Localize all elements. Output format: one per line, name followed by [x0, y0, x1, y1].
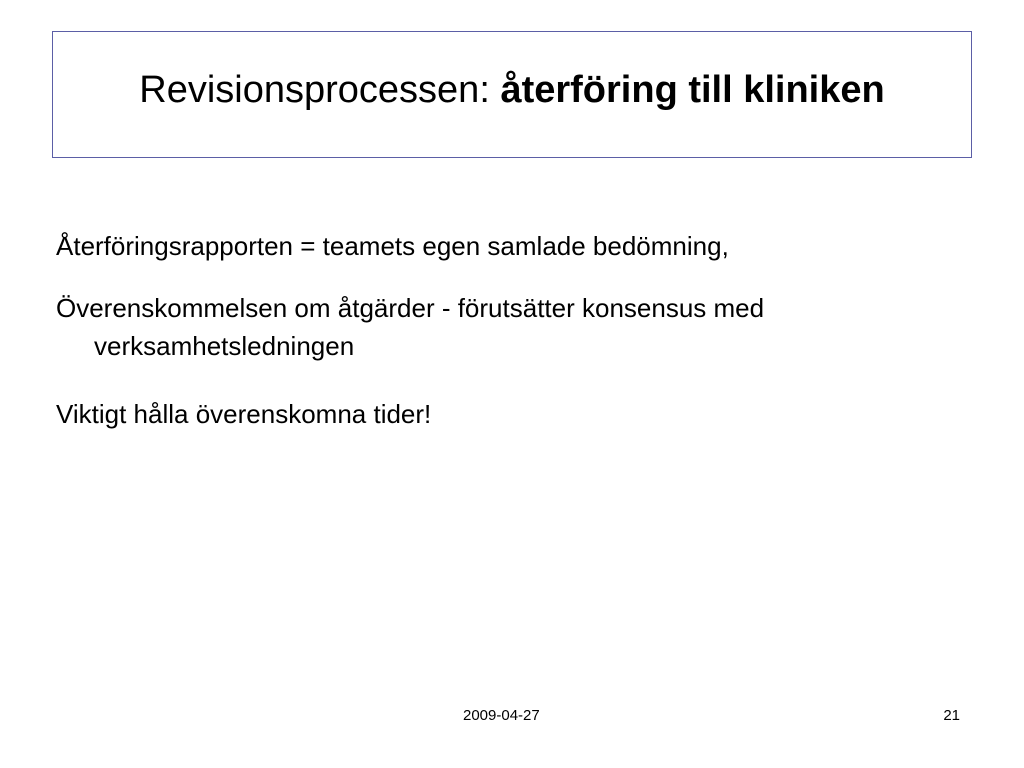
body-paragraph: Återföringsrapporten = teamets egen samlade bedömning,: [56, 231, 729, 261]
body-paragraph: Överenskommelsen om åtgärder - förutsätter konsensus med verksamhetsledningen: [56, 293, 765, 361]
slide-number: 21: [943, 707, 960, 724]
footer-date: 2009-04-27: [463, 707, 540, 724]
slide-title-bold: återföring till kliniken: [500, 68, 885, 111]
slide-title: [139, 69, 884, 113]
body-paragraph: Viktigt hålla överenskomna tider!: [56, 399, 432, 429]
slide-title-regular: Revisionsprocessen:: [139, 68, 501, 111]
slide-body: [56, 227, 956, 457]
title-box: [52, 31, 972, 158]
